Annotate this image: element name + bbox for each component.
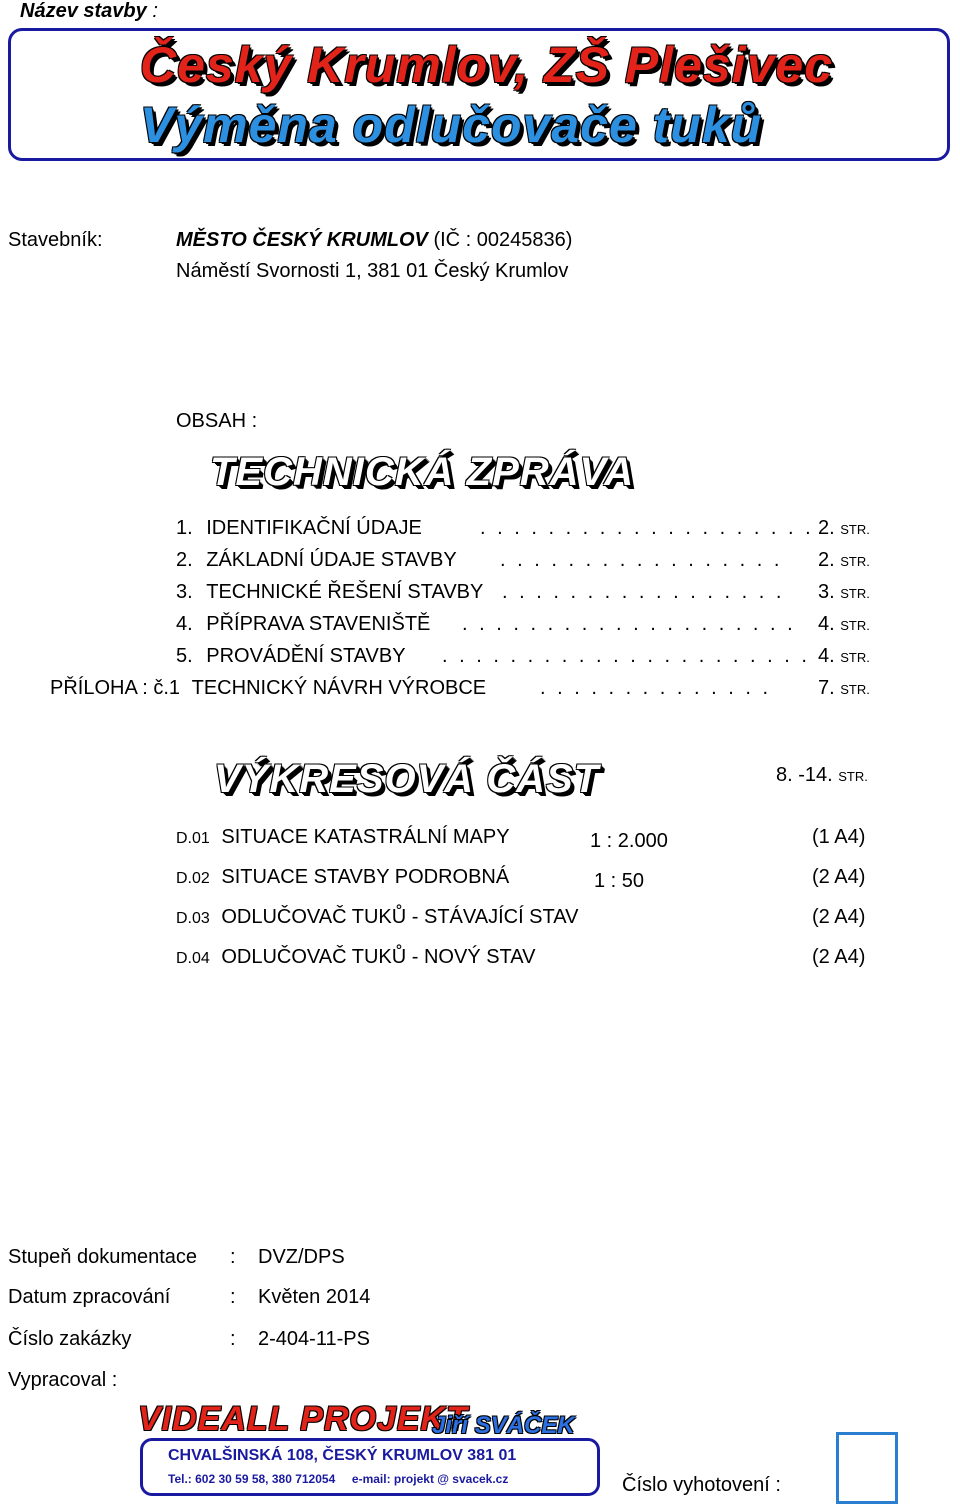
drawings-pages: 8. -14. STR. bbox=[776, 764, 868, 786]
drawings-title: VÝKRESOVÁ ČÁST bbox=[214, 757, 600, 801]
toc-item-5: 5. PROVÁDĚNÍ STAVBY bbox=[176, 645, 406, 667]
date-colon: : bbox=[230, 1286, 236, 1308]
date-value: Květen 2014 bbox=[258, 1286, 371, 1308]
toc-page-2: 2. STR. bbox=[818, 549, 870, 571]
toc-item-1: 1. IDENTIFIKAČNÍ ÚDAJE bbox=[176, 517, 422, 539]
client-label: Stavebník: bbox=[8, 229, 103, 251]
order-value: 2-404-11-PS bbox=[258, 1328, 370, 1350]
toc-dots-4: . . . . . . . . . . . . . . . . . . . . bbox=[462, 613, 796, 635]
toc-page-3: 3. STR. bbox=[818, 581, 870, 603]
toc-item-2: 2. ZÁKLADNÍ ÚDAJE STAVBY bbox=[176, 549, 457, 571]
drawing-format-4: (2 A4) bbox=[812, 946, 866, 968]
drawing-scale-1: 1 : 2.000 bbox=[590, 830, 668, 852]
contents-heading: OBSAH : bbox=[176, 410, 258, 432]
toc-page-1: 2. STR. bbox=[818, 517, 870, 539]
toc-dots-appendix: . . . . . . . . . . . . . . bbox=[540, 677, 772, 699]
technical-report-title: TECHNICKÁ ZPRÁVA bbox=[210, 450, 635, 494]
drawing-row-2: D.02 SITUACE STAVBY PODROBNÁ bbox=[176, 866, 510, 888]
drawing-format-2: (2 A4) bbox=[812, 866, 866, 888]
toc-dots-1: . . . . . . . . . . . . . . . . . . . . bbox=[480, 517, 814, 539]
author-label: Vypracoval : bbox=[8, 1369, 118, 1391]
company-contact: Tel.: 602 30 59 58, 380 712054 e-mail: projekt @ svacek.cz bbox=[168, 1472, 509, 1486]
order-colon: : bbox=[230, 1328, 236, 1350]
toc-page-5: 4. STR. bbox=[818, 645, 870, 667]
order-label: Číslo zakázky bbox=[8, 1328, 132, 1350]
stage-colon: : bbox=[230, 1246, 236, 1268]
company-logo: VIDEALL PROJEKT bbox=[138, 1400, 468, 1438]
drawing-scale-2: 1 : 50 bbox=[594, 870, 645, 892]
stage-value: DVZ/DPS bbox=[258, 1246, 345, 1268]
toc-dots-5: . . . . . . . . . . . . . . . . . . . . . . bbox=[442, 645, 810, 667]
project-name-label: Název stavby : bbox=[20, 0, 158, 22]
copy-number-label: Číslo vyhotovení : bbox=[622, 1474, 781, 1496]
project-title-line2: Výměna odlučovače tuků bbox=[140, 97, 763, 153]
client-name: MĚSTO ČESKÝ KRUMLOV bbox=[176, 229, 428, 251]
copy-number-box[interactable] bbox=[836, 1432, 898, 1504]
toc-item-4: 4. PŘÍPRAVA STAVENIŠTĚ bbox=[176, 613, 431, 635]
toc-dots-3: . . . . . . . . . . . . . . . . . bbox=[502, 581, 785, 603]
date-label: Datum zpracování bbox=[8, 1286, 171, 1308]
drawing-format-3: (2 A4) bbox=[812, 906, 866, 928]
toc-appendix: PŘÍLOHA : č.1 TECHNICKÝ NÁVRH VÝROBCE bbox=[50, 677, 487, 699]
drawing-format-1: (1 A4) bbox=[812, 826, 866, 848]
client-ico: (IČ : 00245836) bbox=[433, 229, 573, 251]
toc-item-3: 3. TECHNICKÉ ŘEŠENÍ STAVBY bbox=[176, 581, 484, 603]
toc-dots-2: . . . . . . . . . . . . . . . . . bbox=[500, 549, 783, 571]
drawing-row-1: D.01 SITUACE KATASTRÁLNÍ MAPY bbox=[176, 826, 510, 848]
client-name-line bbox=[176, 229, 572, 252]
toc-page-appendix: 7. STR. bbox=[818, 677, 870, 699]
drawing-row-4: D.04 ODLUČOVAČ TUKŮ - NOVÝ STAV bbox=[176, 946, 536, 968]
stage-label: Stupeň dokumentace bbox=[8, 1246, 198, 1268]
drawing-row-3: D.03 ODLUČOVAČ TUKŮ - STÁVAJÍCÍ STAV bbox=[176, 906, 579, 928]
toc-page-4: 4. STR. bbox=[818, 613, 870, 635]
author-name: Jiří SVÁČEK bbox=[432, 1412, 575, 1439]
company-address: CHVALŠINSKÁ 108, ČESKÝ KRUMLOV 381 01 bbox=[168, 1447, 517, 1464]
client-address: Náměstí Svornosti 1, 381 01 Český Krumlov bbox=[176, 260, 569, 282]
project-title-line1: Český Krumlov, ZŠ Plešivec bbox=[140, 37, 834, 93]
